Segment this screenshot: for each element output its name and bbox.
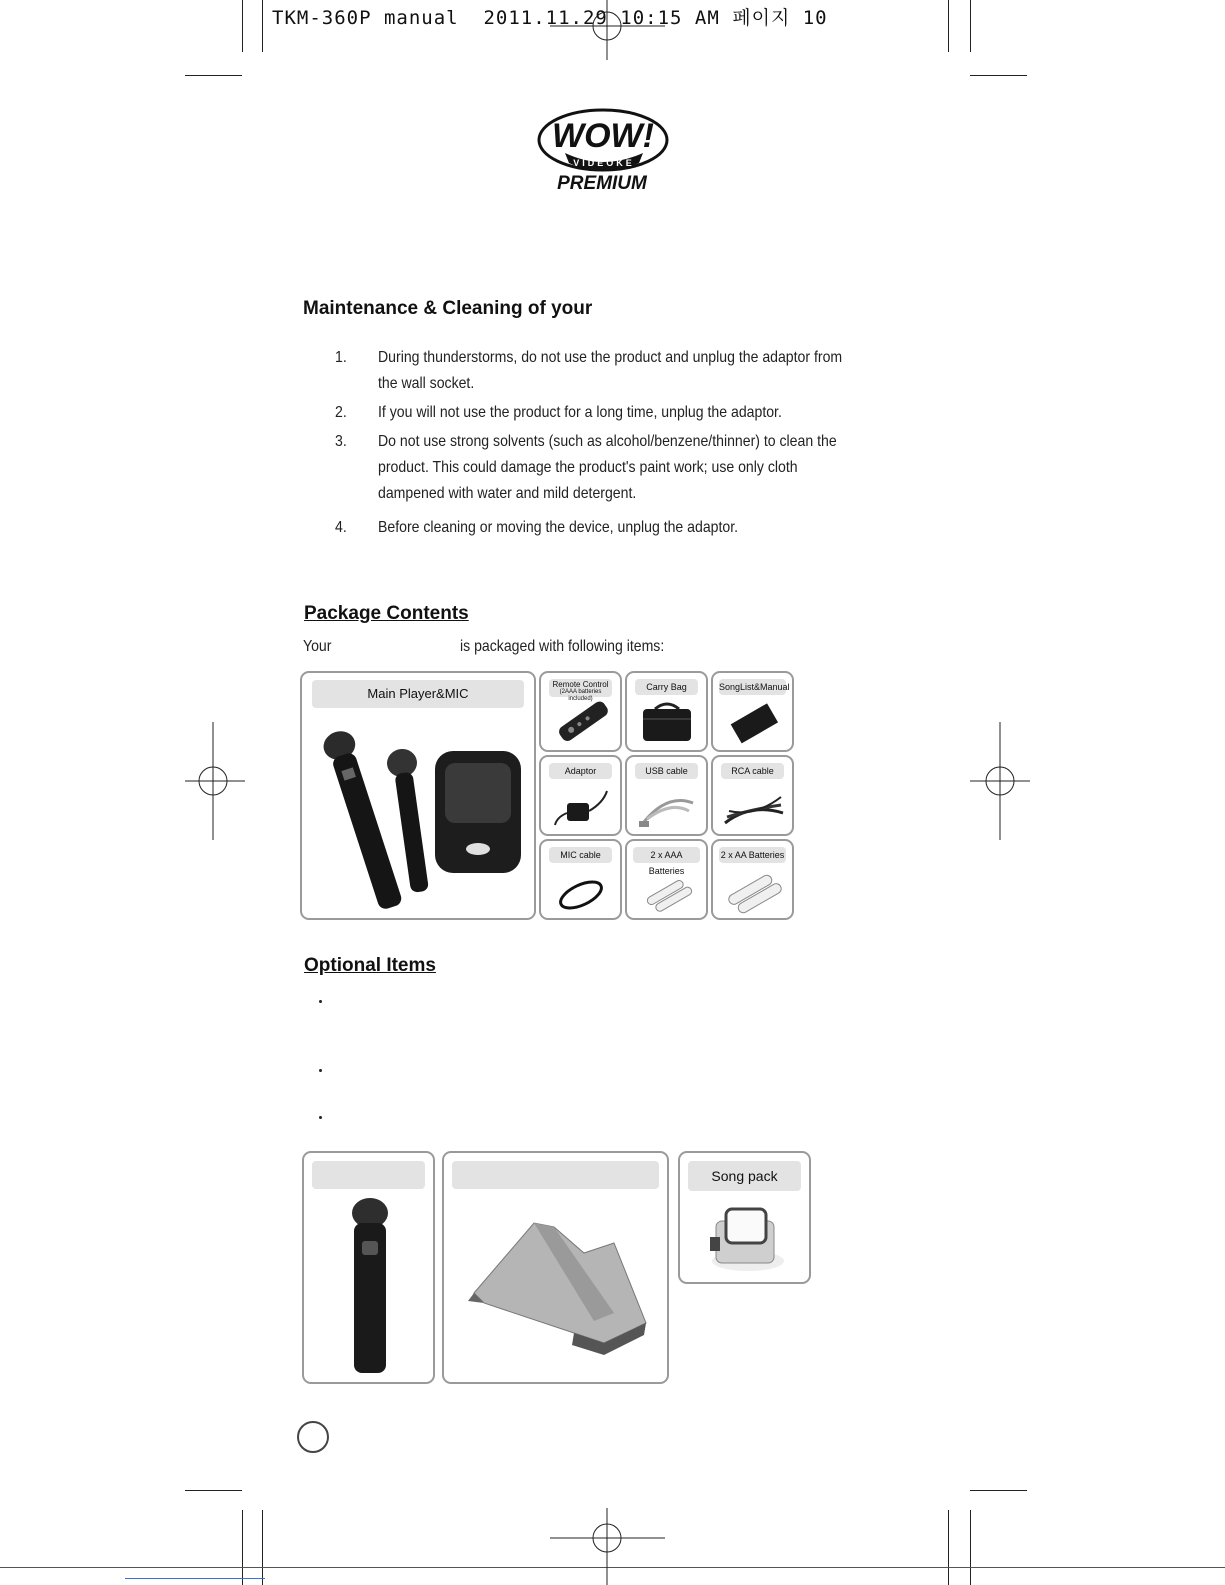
crop-mark bbox=[970, 0, 971, 52]
songlist-manual-image bbox=[725, 701, 781, 745]
item-rca-cable bbox=[711, 755, 794, 836]
item-label: Carry Bag bbox=[635, 679, 698, 695]
crop-mark bbox=[970, 75, 1027, 76]
list-item-text: the wall socket. bbox=[378, 375, 475, 392]
stand-image bbox=[464, 1213, 654, 1363]
package-title: Package Contents bbox=[304, 603, 469, 624]
optional-title: Optional Items bbox=[304, 955, 436, 976]
item-mic-cable bbox=[539, 839, 622, 920]
registration-mark-left bbox=[185, 722, 245, 840]
list-number: 2. bbox=[335, 404, 347, 421]
list-item-text: During thunderstorms, do not use the product and unplug the adaptor from bbox=[378, 349, 843, 366]
crop-mark bbox=[970, 1510, 971, 1585]
page-number-badge bbox=[297, 1421, 329, 1453]
list-number: 4. bbox=[335, 519, 347, 536]
package-intro-right: is packaged with following items: bbox=[460, 638, 665, 655]
item-adaptor bbox=[539, 755, 622, 836]
list-item-text: Do not use strong solvents (such as alcohol/benzene/thinner) to clean the bbox=[378, 433, 837, 450]
crop-mark bbox=[948, 1510, 949, 1585]
bullet bbox=[319, 1000, 322, 1003]
svg-text:VIDEOKE: VIDEOKE bbox=[573, 158, 635, 168]
main-player-box bbox=[300, 671, 536, 920]
registration-mark-right bbox=[970, 722, 1030, 840]
crop-mark bbox=[262, 0, 263, 52]
mic-cable-image bbox=[551, 867, 613, 915]
adaptor-image bbox=[551, 783, 613, 831]
item-sublabel: (2AAA batteries included) bbox=[559, 689, 602, 702]
package-intro-left: Your bbox=[303, 638, 332, 655]
usb-cable-image bbox=[637, 783, 699, 831]
carry-bag-image bbox=[639, 699, 695, 747]
list-item-text: product. This could damage the product's paint work; use only cloth bbox=[378, 459, 798, 476]
list-item-text: Before cleaning or moving the device, unplug the adaptor. bbox=[378, 519, 739, 536]
item-label: USB cable bbox=[635, 763, 698, 779]
song-pack-image bbox=[708, 1203, 786, 1275]
wireless-mic-image bbox=[340, 1197, 400, 1377]
item-label: SongList&Manual bbox=[719, 679, 786, 695]
aa-batteries-image bbox=[725, 873, 785, 915]
optional-label-blank bbox=[452, 1161, 659, 1189]
item-label: 2 x AAA Batteries bbox=[633, 847, 700, 863]
optional-label-blank bbox=[312, 1161, 425, 1189]
optional-mic-box bbox=[302, 1151, 435, 1384]
item-aa-batteries bbox=[711, 839, 794, 920]
list-number: 3. bbox=[335, 433, 347, 450]
optional-stand-box bbox=[442, 1151, 669, 1384]
rca-cable-image bbox=[721, 783, 787, 831]
item-usb-cable bbox=[625, 755, 708, 836]
item-carry-bag bbox=[625, 671, 708, 752]
bullet bbox=[319, 1069, 322, 1072]
aaa-batteries-image bbox=[643, 875, 695, 915]
item-aaa-batteries bbox=[625, 839, 708, 920]
registration-mark-bottom bbox=[550, 1508, 665, 1585]
wow-videoke-logo bbox=[535, 105, 675, 200]
maintenance-title: Maintenance & Cleaning of your bbox=[303, 298, 593, 319]
song-pack-box bbox=[678, 1151, 811, 1284]
crop-mark bbox=[242, 0, 243, 52]
crop-mark bbox=[948, 0, 949, 52]
crop-mark bbox=[262, 1510, 263, 1585]
item-label: MIC cable bbox=[549, 847, 612, 863]
crop-mark bbox=[185, 75, 242, 76]
remote-control-image bbox=[549, 699, 613, 747]
list-item-text: If you will not use the product for a long time, unplug the adaptor. bbox=[378, 404, 782, 421]
list-number: 1. bbox=[335, 349, 347, 366]
page-edge-line bbox=[125, 1578, 265, 1579]
song-pack-label: Song pack bbox=[688, 1161, 801, 1191]
list-item-text: dampened with water and mild detergent. bbox=[378, 485, 637, 502]
item-label: RCA cable bbox=[721, 763, 784, 779]
item-label: 2 x AA Batteries bbox=[719, 847, 786, 863]
item-remote-control bbox=[539, 671, 622, 752]
bullet bbox=[319, 1116, 322, 1119]
print-header: TKM-360P manual 2011.11.29 10:15 AM 페이지 10 bbox=[272, 7, 828, 29]
item-label: Adaptor bbox=[549, 763, 612, 779]
svg-text:WOW!: WOW! bbox=[552, 117, 654, 155]
crop-mark bbox=[242, 1510, 243, 1585]
microphone-player-image bbox=[307, 723, 532, 913]
main-player-label: Main Player&MIC bbox=[312, 680, 524, 708]
item-songlist-manual bbox=[711, 671, 794, 752]
crop-mark bbox=[970, 1490, 1027, 1491]
crop-mark bbox=[185, 1490, 242, 1491]
svg-text:PREMIUM: PREMIUM bbox=[557, 173, 647, 194]
item-label: Remote Control bbox=[552, 680, 609, 689]
